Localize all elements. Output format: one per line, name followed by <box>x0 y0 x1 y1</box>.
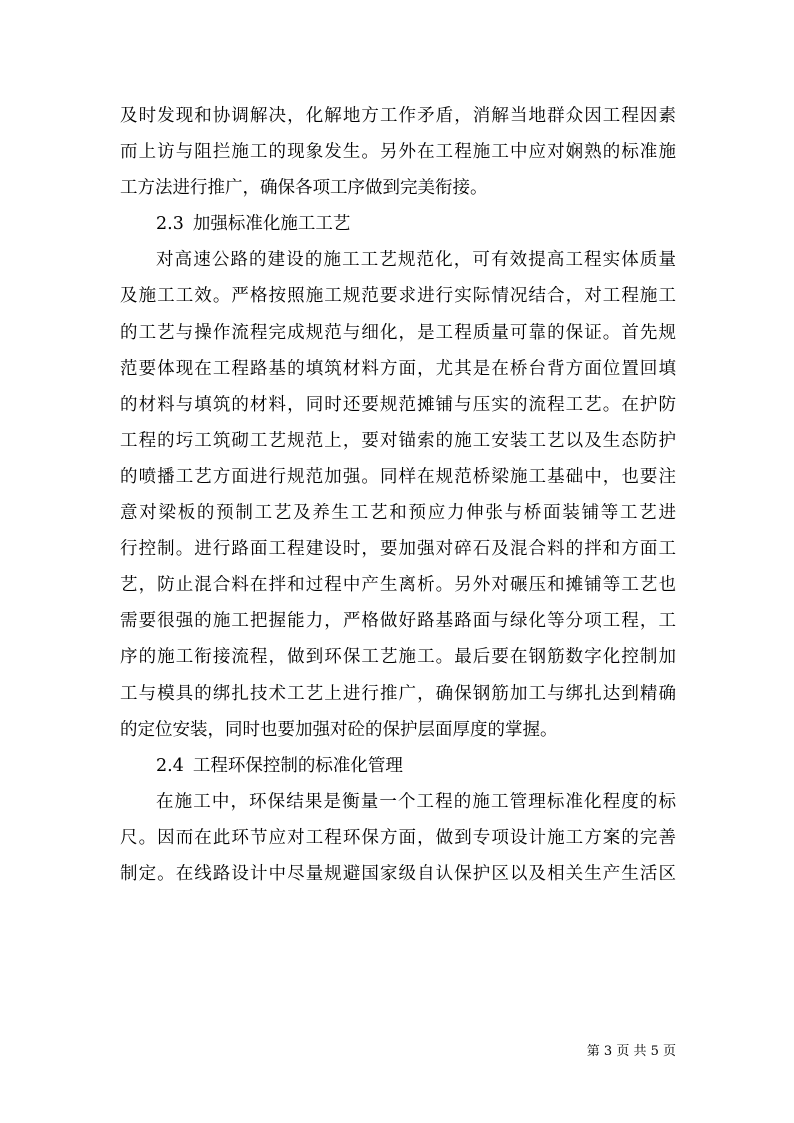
text-line: 及施工工效。严格按照施工规范要求进行实际情况结合，对工程施工 <box>120 286 676 307</box>
section-heading <box>120 206 676 242</box>
text-line: 工与模具的绑扎技术工艺上进行推广，确保钢筋加工与绑扎达到精确 <box>120 683 676 704</box>
text-line: 的定位安装，同时也要加强对砼的保护层面厚度的掌握。 <box>120 719 558 740</box>
text-line: 及时发现和协调解决，化解地方工作矛盾，消解当地群众因工程因素 <box>120 106 676 126</box>
paragraph <box>120 98 676 206</box>
section-number: 2.4 <box>156 755 184 776</box>
text-line: 艺，防止混合料在拌和过程中产生离析。另外对碾压和摊铺等工艺也 <box>120 575 676 596</box>
text-line: 在施工中，环保结果是衡量一个工程的施工管理标准化程度的标 <box>156 791 676 812</box>
section-title: 工程环保控制的标准化管理 <box>192 755 403 776</box>
text-line: 序的施工衔接流程，做到环保工艺施工。最后要在钢筋数字化控制加 <box>120 647 676 668</box>
text-line: 行控制。进行路面工程建设时，要加强对碎石及混合料的拌和方面工 <box>120 539 676 560</box>
page-footer: 第 3 页 共 5 页 <box>586 1044 676 1059</box>
text-line: 的材料与填筑的材料，同时还要规范摊铺与压实的流程工艺。在护防 <box>120 394 676 415</box>
text-line: 范要体现在工程路基的填筑材料方面，尤其是在桥台背方面位置回填 <box>120 358 676 379</box>
text-line: 对高速公路的建设的施工工艺规范化，可有效提高工程实体质量 <box>156 250 676 271</box>
text-line: 的喷播工艺方面进行规范加强。同样在规范桥梁施工基础中，也要注 <box>120 466 676 487</box>
paragraph <box>120 242 676 747</box>
section-title: 加强标准化施工工艺 <box>192 214 351 235</box>
text-line: 的工艺与操作流程完成规范与细化，是工程质量可靠的保证。首先规 <box>120 322 676 343</box>
document-body <box>120 98 676 892</box>
text-line: 而上访与阻拦施工的现象发生。另外在工程施工中应对娴熟的标准施 <box>120 142 676 163</box>
text-line: 需要很强的施工把握能力，严格做好路基路面与绿化等分项工程，工 <box>120 611 676 632</box>
text-line: 制定。在线路设计中尽量规避国家级自认保护区以及相关生产生活区 <box>120 863 676 884</box>
paragraph <box>120 784 676 892</box>
section-number: 2.3 <box>156 214 184 235</box>
section-heading <box>120 748 676 784</box>
text-line: 工程的圬工筑砌工艺规范上，要对锚索的施工安装工艺以及生态防护 <box>120 430 676 451</box>
text-line: 意对梁板的预制工艺及养生工艺和预应力伸张与桥面装铺等工艺进 <box>120 503 676 524</box>
text-line: 尺。因而在此环节应对工程环保方面，做到专项设计施工方案的完善 <box>120 827 676 848</box>
text-line: 工方法进行推广，确保各项工序做到完美衔接。 <box>120 178 488 199</box>
